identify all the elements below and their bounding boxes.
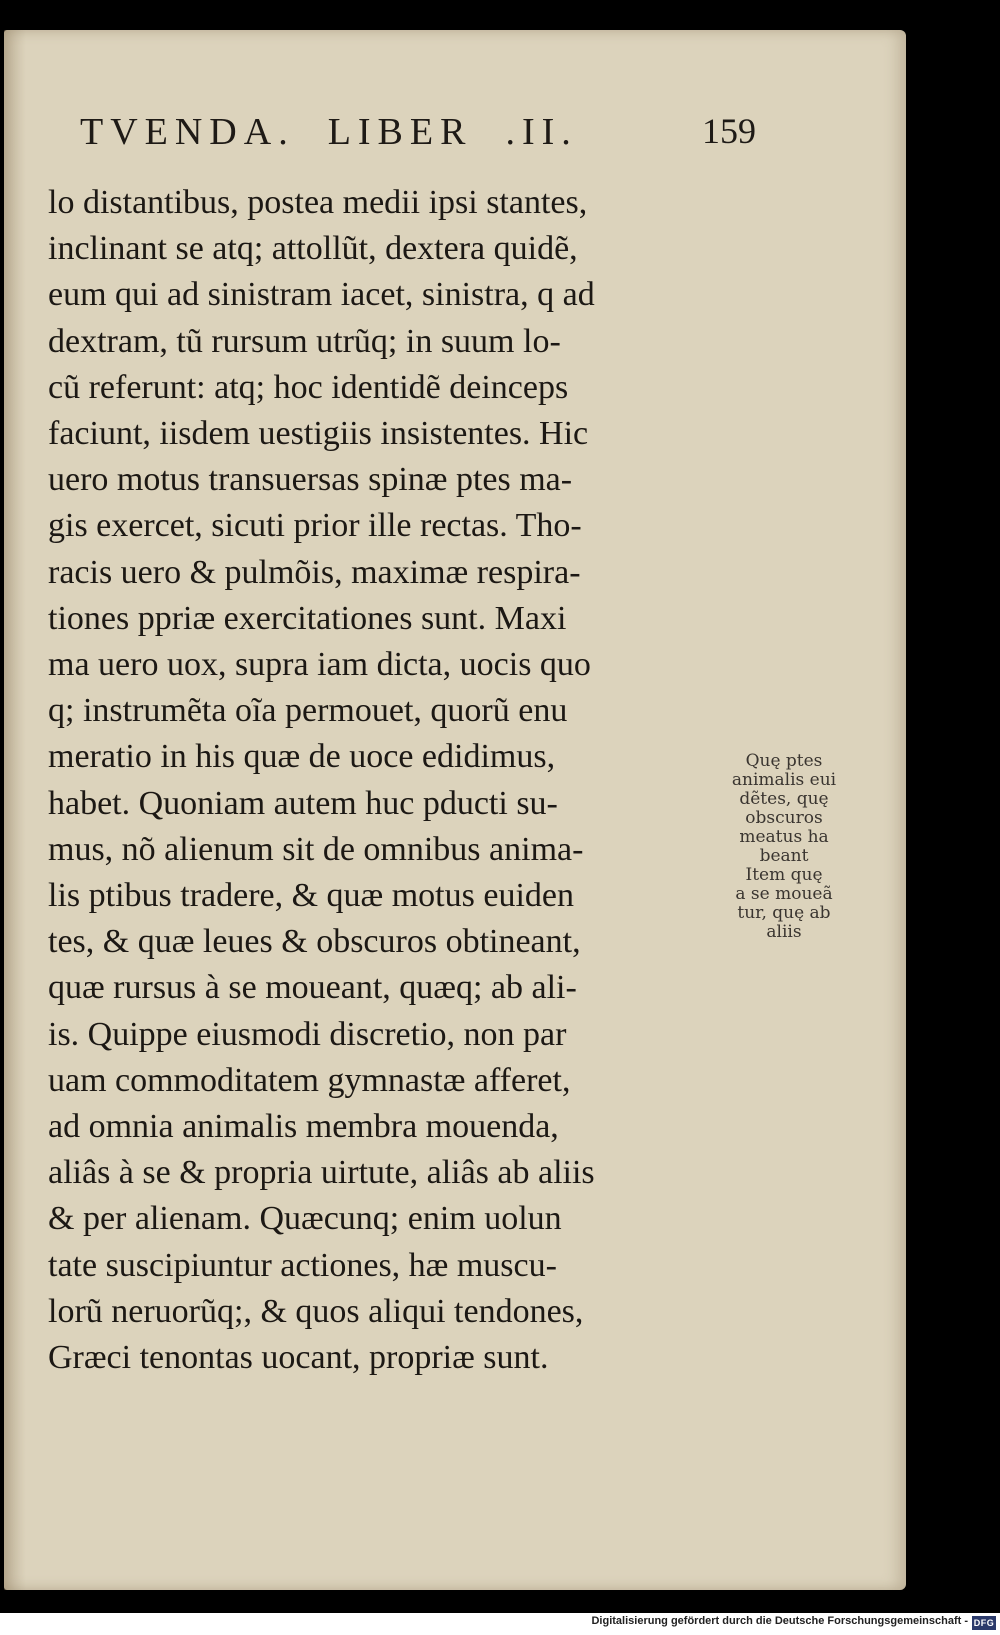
text-line: ad omnia animalis membra mouenda, — [48, 1108, 559, 1146]
marginal-note-line: meatus ha — [739, 827, 829, 847]
marginal-note-line: a se moueã — [735, 884, 833, 904]
dfg-logo: DFG — [973, 1618, 995, 1628]
text-line: cũ referunt: atq; hoc identidẽ deinceps — [48, 368, 569, 406]
text-line: is. Quippe eiusmodi discretio, non par — [48, 1015, 567, 1053]
text-line: gis exercet, sicuti prior ille rectas. Tho- — [48, 507, 582, 545]
text-line: uero motus transuersas spinæ ptes ma- — [48, 461, 573, 499]
text-line: racis uero & pulmõis, maximæ respira- — [48, 553, 581, 591]
text-line: mus, nõ alienum sit de omnibus anima- — [48, 830, 584, 868]
text-line: lo distantibus, postea medii ipsi stantes, — [48, 184, 588, 221]
text-line: tiones ppriæ exercitationes sunt. Maxi — [48, 599, 567, 637]
text-line: Græci tenontas uocant, propriæ sunt. — [48, 1339, 549, 1377]
marginal-note-line: animalis eui — [731, 770, 837, 790]
text-line: tes, & quæ leues & obscuros obtineant, — [48, 923, 581, 961]
marginal-note-line: beant — [759, 846, 809, 866]
body-text — [48, 180, 688, 1381]
text-line: q; instrumẽta oĩa permouet, quorũ enu — [48, 692, 568, 730]
marginal-note-line: Quę ptes — [745, 751, 823, 771]
marginal-note — [704, 752, 864, 942]
running-head: TVENDA. LIBER .II. — [80, 111, 578, 153]
text-line: meratio in his quæ de uoce edidimus, — [48, 738, 556, 776]
text-line: & per alienam. Quæcunq; enim uolun — [48, 1200, 562, 1238]
text-line: tate suscipiuntur actiones, hæ muscu- — [48, 1246, 557, 1284]
page-number: 159 — [702, 111, 756, 151]
text-line: ma uero uox, supra iam dicta, uocis quo — [48, 646, 591, 684]
text-line: faciunt, iisdem uestigiis insistentes. Hic — [48, 415, 589, 453]
text-line: aliâs à se & propria uirtute, aliâs ab aliis — [48, 1154, 595, 1192]
text-line: eum qui ad sinistram iacet, sinistra, q ad — [48, 276, 595, 314]
funding-credit: Digitalisierung gefördert durch die Deutsche Forschungsgemeinschaft - — [591, 1615, 968, 1627]
text-line: quæ rursus à se moueant, quæq; ab ali- — [48, 969, 577, 1007]
page-gutter-shadow — [4, 30, 26, 1590]
marginal-note-line: tur, quę ab — [737, 903, 831, 923]
digitization-footer — [0, 1613, 1000, 1635]
text-line: lis ptibus tradere, & quæ motus euiden — [48, 877, 574, 915]
text-line: habet. Quoniam autem huc pducti su- — [48, 784, 558, 822]
marginal-note-line: Item quę — [745, 865, 823, 885]
book-page — [4, 30, 906, 1590]
text-line: inclinant se atq; attollũt, dextera quidẽ, — [48, 230, 578, 268]
text-line: dextram, tũ rursum utrũq; in suum lo- — [48, 322, 561, 360]
marginal-note-line: aliis — [766, 922, 802, 942]
marginal-note-line: obscuros — [745, 808, 823, 828]
page-header — [80, 110, 780, 170]
text-line: lorũ neruorũq;, & quos aliqui tendones, — [48, 1292, 584, 1330]
text-line: uam commoditatem gymnastæ afferet, — [48, 1061, 571, 1099]
marginal-note-line: dẽtes, quę — [739, 789, 829, 809]
